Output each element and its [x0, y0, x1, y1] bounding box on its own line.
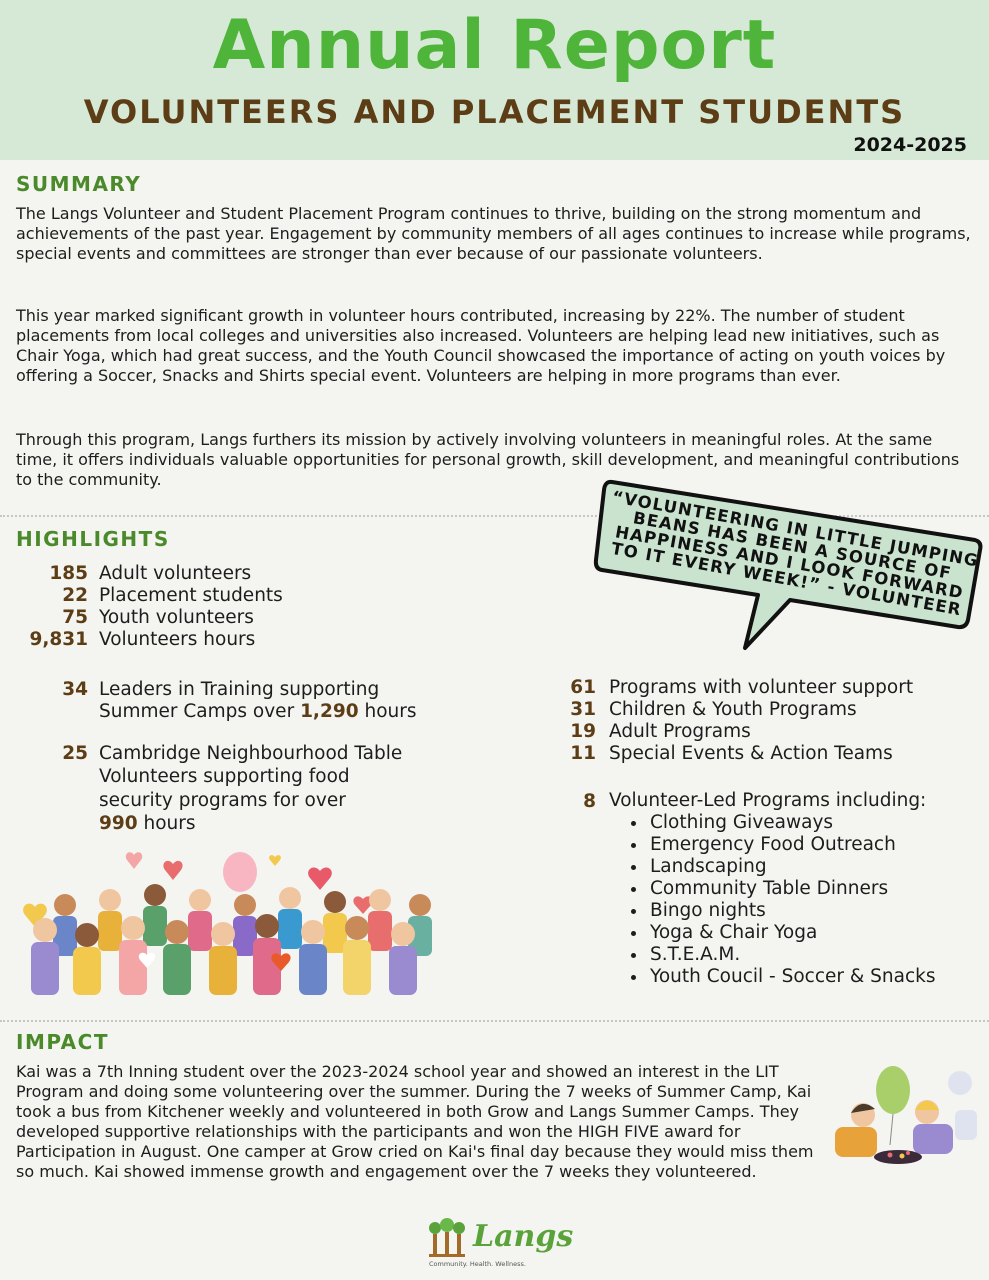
- table-value: 25: [62, 743, 88, 764]
- impact-heading: IMPACT: [16, 1030, 109, 1054]
- lit-line-2-prefix: Summer Camps over: [99, 701, 295, 722]
- list-item: • Yoga & Chair Yoga: [648, 922, 936, 944]
- logo-tagline: Community. Health. Wellness.: [429, 1260, 526, 1268]
- program-label: Children & Youth Programs: [609, 699, 857, 720]
- highlights-heading: HIGHLIGHTS: [16, 527, 170, 551]
- volunteer-led-label: Volunteer-Led Programs including:: [609, 790, 927, 811]
- program-value: 19: [570, 721, 596, 742]
- summary-heading: SUMMARY: [16, 172, 142, 196]
- report-title: Annual Report: [212, 6, 777, 85]
- stat-value: 75: [62, 607, 88, 628]
- table-line-1: Cambridge Neighbourhood Table: [99, 743, 403, 764]
- lit-line-2: [99, 701, 417, 723]
- stat-label: Youth volunteers: [99, 607, 254, 628]
- langs-logo: [423, 1218, 573, 1274]
- list-item: • Youth Coucil - Soccer & Snacks: [648, 966, 936, 988]
- table-line-3: security programs for over: [99, 790, 346, 811]
- volunteer-quote: “VOLUNTEERING IN LITTLE JUMPING BEANS HAS BEEN A SOURCE OF HAPPINESS AND I LOOK FORWARD TO IT EVERY WEEK!” - VOLUNTEER: [609, 487, 981, 620]
- report-year: 2024-2025: [853, 134, 967, 156]
- program-value: 61: [570, 677, 596, 698]
- list-item: • Bingo nights: [648, 900, 936, 922]
- stat-value: 9,831: [29, 629, 88, 650]
- lit-hours-value: 1,290: [300, 701, 359, 722]
- list-item: • S.T.E.A.M.: [648, 944, 936, 966]
- summary-paragraph-2: This year marked significant growth in volunteer hours contributed, increasing by 22%. The number of student placements from local colleges and universities also increased. Volunteers are helping lead new initiatives, such as Chair Yoga, which had great success, and the Youth Council showcased the importance of acting on youth voices by offering a Soccer, Snacks and Shirts special event. Volunteers are helping in more programs than ever.: [16, 306, 946, 385]
- table-line-4: [99, 813, 196, 835]
- list-item: • Community Table Dinners: [648, 878, 936, 900]
- volunteer-led-list: [628, 812, 936, 988]
- volunteer-led-value: 8: [583, 791, 596, 812]
- list-item: • Landscaping: [648, 856, 936, 878]
- program-label: Programs with volunteer support: [609, 677, 914, 698]
- tree-icon: [423, 1218, 471, 1258]
- list-item: • Emergency Food Outreach: [648, 834, 936, 856]
- lit-line-1: Leaders in Training supporting: [99, 679, 380, 700]
- kids-illustration: [815, 1065, 980, 1180]
- summary-paragraph-1: The Langs Volunteer and Student Placement Program continues to thrive, building on the strong momentum and achievements of the past year. Engagement by community members of all ages continues to increase while programs, special events and committees are stronger than ever because of our passionate volunteers.: [16, 204, 971, 263]
- lit-value: 34: [62, 679, 88, 700]
- table-line-2: Volunteers supporting food: [99, 766, 350, 787]
- stat-value: 22: [62, 585, 88, 606]
- stat-label: Placement students: [99, 585, 283, 606]
- program-value: 31: [570, 699, 596, 720]
- lit-hours-suffix: hours: [364, 701, 417, 722]
- table-hours-value: 990: [99, 813, 138, 834]
- logo-name: Langs: [473, 1219, 574, 1254]
- stat-label: Volunteers hours: [99, 629, 256, 650]
- stat-value: 185: [49, 563, 88, 584]
- summary-paragraph-3: Through this program, Langs furthers its mission by actively involving volunteers in meaningful roles. At the same time, it offers individuals valuable opportunities for personal growth, skill development, and meaningful contributions to the community.: [16, 430, 960, 489]
- program-label: Adult Programs: [609, 721, 751, 742]
- volunteer-crowd-illustration: [15, 850, 445, 995]
- program-label: Special Events & Action Teams: [609, 743, 893, 764]
- impact-paragraph: Kai was a 7th Inning student over the 2023-2024 school year and showed an interest in the LIT Program and doing some volunteering over the summer. During the 7 weeks of Summer Camp, Kai took a bus from Kitchener weekly and volunteered in both Grow and Langs Summer Camps. They developed supportive relationships with the participants and won the HIGH FIVE award for Participation in August. One camper at Grow cried on Kai's final day because they would miss them so much. Kai showed immense growth and engagement over the 7 weeks they volunteered.: [16, 1062, 814, 1181]
- report-subtitle: VOLUNTEERS AND PLACEMENT STUDENTS: [83, 93, 906, 131]
- table-hours-suffix: hours: [143, 813, 196, 834]
- program-value: 11: [570, 743, 596, 764]
- stat-label: Adult volunteers: [99, 563, 252, 584]
- list-item: • Clothing Giveaways: [648, 812, 936, 834]
- section-divider: [0, 1020, 989, 1022]
